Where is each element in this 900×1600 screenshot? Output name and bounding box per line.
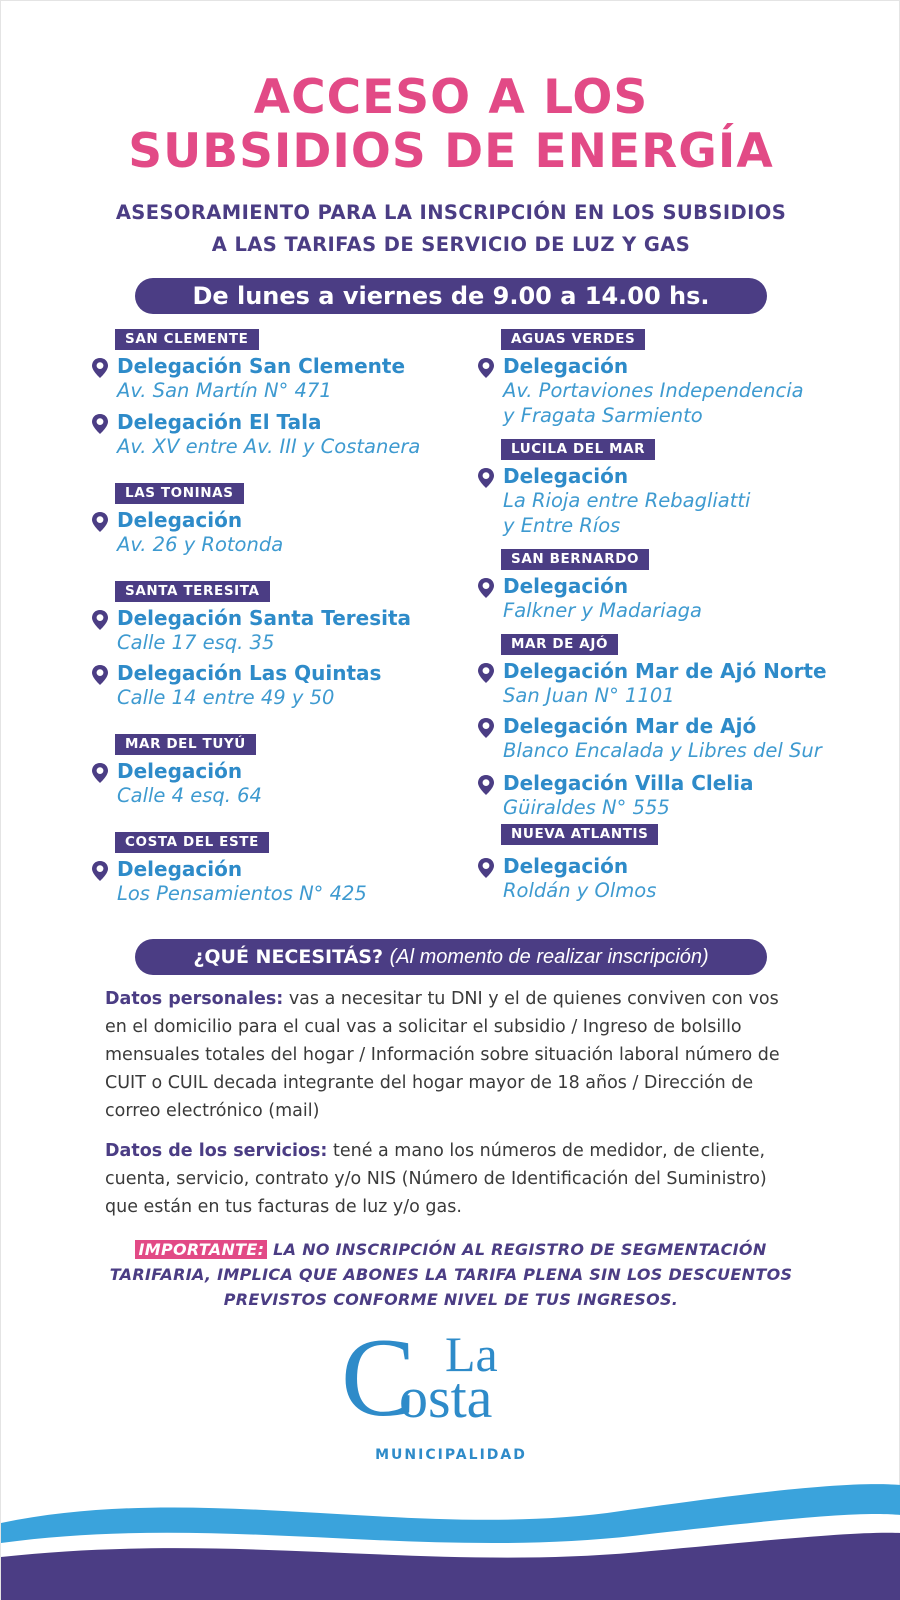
location-pin-icon xyxy=(477,357,495,379)
office-address: Calle 14 entre 49 y 50 xyxy=(117,686,335,709)
office-name: Delegación xyxy=(503,464,629,488)
office-address: Güiraldes N° 555 xyxy=(503,796,670,819)
location-pin-icon xyxy=(91,357,109,379)
office-name: Delegación San Clemente xyxy=(117,354,406,378)
area-label: SAN CLEMENTE xyxy=(115,329,259,350)
decorative-waves xyxy=(1,1461,900,1600)
subtitle-line-1: ASESORAMIENTO PARA LA INSCRIPCIÓN EN LOS SUBSIDIOS xyxy=(115,201,787,224)
office-address: Blanco Encalada y Libres del Sur xyxy=(503,739,822,762)
main-title-line-1: ACCESO A LOS xyxy=(253,70,649,125)
needs-banner xyxy=(135,939,767,975)
office-name: Delegación xyxy=(117,508,243,532)
office-name: Delegación xyxy=(503,354,629,378)
area-label: COSTA DEL ESTE xyxy=(115,832,269,853)
services-data-text: tené a mano los números de medidor, de cliente, cuenta, servicio, contrato y/o NIS (Número de Identificación del Suministro) que están en tus facturas de luz y/o gas. xyxy=(105,1141,767,1217)
office-address: Los Pensamientos N° 425 xyxy=(117,882,367,905)
office-name: Delegación Las Quintas xyxy=(117,661,382,685)
important-tag: IMPORTANTE: xyxy=(135,1240,267,1259)
la-costa-logo xyxy=(341,1323,561,1433)
office-address: La Rioja entre Rebagliatti xyxy=(503,489,751,512)
location-pin-icon xyxy=(91,413,109,435)
services-data-paragraph xyxy=(105,1137,805,1221)
location-pin-icon xyxy=(477,774,495,796)
personal-data-label: Datos personales: xyxy=(105,989,284,1009)
office-name: Delegación Villa Clelia xyxy=(503,771,754,795)
personal-data-text: vas a necesitar tu DNI y el de quienes conviven con vos en el domicilio para el cual vas a solicitar el subsidio / Ingreso de bolsillo mensuales totales del hogar / Información sobre situación laboral número de CUIT o CUIL decada integrante del hogar mayor de 18 años / Dirección de correo electrónico (mail) xyxy=(105,989,780,1121)
location-pin-icon xyxy=(477,577,495,599)
important-notice xyxy=(91,1237,811,1312)
office-address: y Entre Ríos xyxy=(503,514,621,537)
logo-letters-osta: osta xyxy=(399,1365,493,1430)
location-pin-icon xyxy=(477,717,495,739)
office-address: Roldán y Olmos xyxy=(503,879,657,902)
office-address: San Juan N° 1101 xyxy=(503,684,675,707)
office-name: Delegación Mar de Ajó xyxy=(503,714,757,738)
location-pin-icon xyxy=(91,762,109,784)
subtitle-line-2: A LAS TARIFAS DE SERVICIO DE LUZ Y GAS xyxy=(211,233,691,256)
area-label: MAR DE AJÓ xyxy=(501,634,618,655)
location-pin-icon xyxy=(91,511,109,533)
area-label: AGUAS VERDES xyxy=(501,329,645,350)
area-label: SANTA TERESITA xyxy=(115,581,270,602)
area-label: MAR DEL TUYÚ xyxy=(115,734,256,755)
area-label: NUEVA ATLANTIS xyxy=(501,824,658,845)
location-pin-icon xyxy=(91,609,109,631)
office-name: Delegación Santa Teresita xyxy=(117,606,412,630)
main-title-line-2: SUBSIDIOS DE ENERGÍA xyxy=(128,124,774,179)
office-address: y Fragata Sarmiento xyxy=(503,404,703,427)
office-name: Delegación xyxy=(117,759,243,783)
personal-data-paragraph xyxy=(105,985,805,1125)
office-name: Delegación xyxy=(117,857,243,881)
location-pin-icon xyxy=(477,467,495,489)
office-address: Av. Portaviones Independencia xyxy=(503,379,804,402)
area-label: LUCILA DEL MAR xyxy=(501,439,655,460)
office-name: Delegación Mar de Ajó Norte xyxy=(503,659,827,683)
location-pin-icon xyxy=(477,857,495,879)
office-name: Delegación xyxy=(503,574,629,598)
logo-word-la: La xyxy=(445,1326,498,1382)
needs-note: (Al momento de realizar inscripción) xyxy=(389,946,709,968)
schedule-banner: De lunes a viernes de 9.00 a 14.00 hs. xyxy=(135,278,767,314)
important-text: LA NO INSCRIPCIÓN AL REGISTRO DE SEGMENTACIÓN TARIFARIA, IMPLICA QUE ABONES LA TARIFA PLENA SIN LOS DESCUENTOS PREVISTOS CONFORME NIVEL DE TUS INGRESOS. xyxy=(109,1240,793,1309)
services-data-label: Datos de los servicios: xyxy=(105,1141,328,1161)
area-label: LAS TONINAS xyxy=(115,483,244,504)
office-address: Calle 4 esq. 64 xyxy=(117,784,262,807)
office-address: Av. San Martín N° 471 xyxy=(117,379,332,402)
office-name: Delegación xyxy=(503,854,629,878)
office-address: Calle 17 esq. 35 xyxy=(117,631,275,654)
location-pin-icon xyxy=(477,662,495,684)
logo-letter-c: C xyxy=(341,1323,416,1433)
location-pin-icon xyxy=(91,860,109,882)
office-address: Av. 26 y Rotonda xyxy=(117,533,284,556)
municipalidad-caption: MUNICIPALIDAD xyxy=(375,1447,527,1463)
location-pin-icon xyxy=(91,664,109,686)
office-name: Delegación El Tala xyxy=(117,410,322,434)
needs-question: ¿QUÉ NECESITÁS? xyxy=(193,946,383,968)
office-address: Av. XV entre Av. III y Costanera xyxy=(117,435,421,458)
area-label: SAN BERNARDO xyxy=(501,549,649,570)
office-address: Falkner y Madariaga xyxy=(503,599,702,622)
